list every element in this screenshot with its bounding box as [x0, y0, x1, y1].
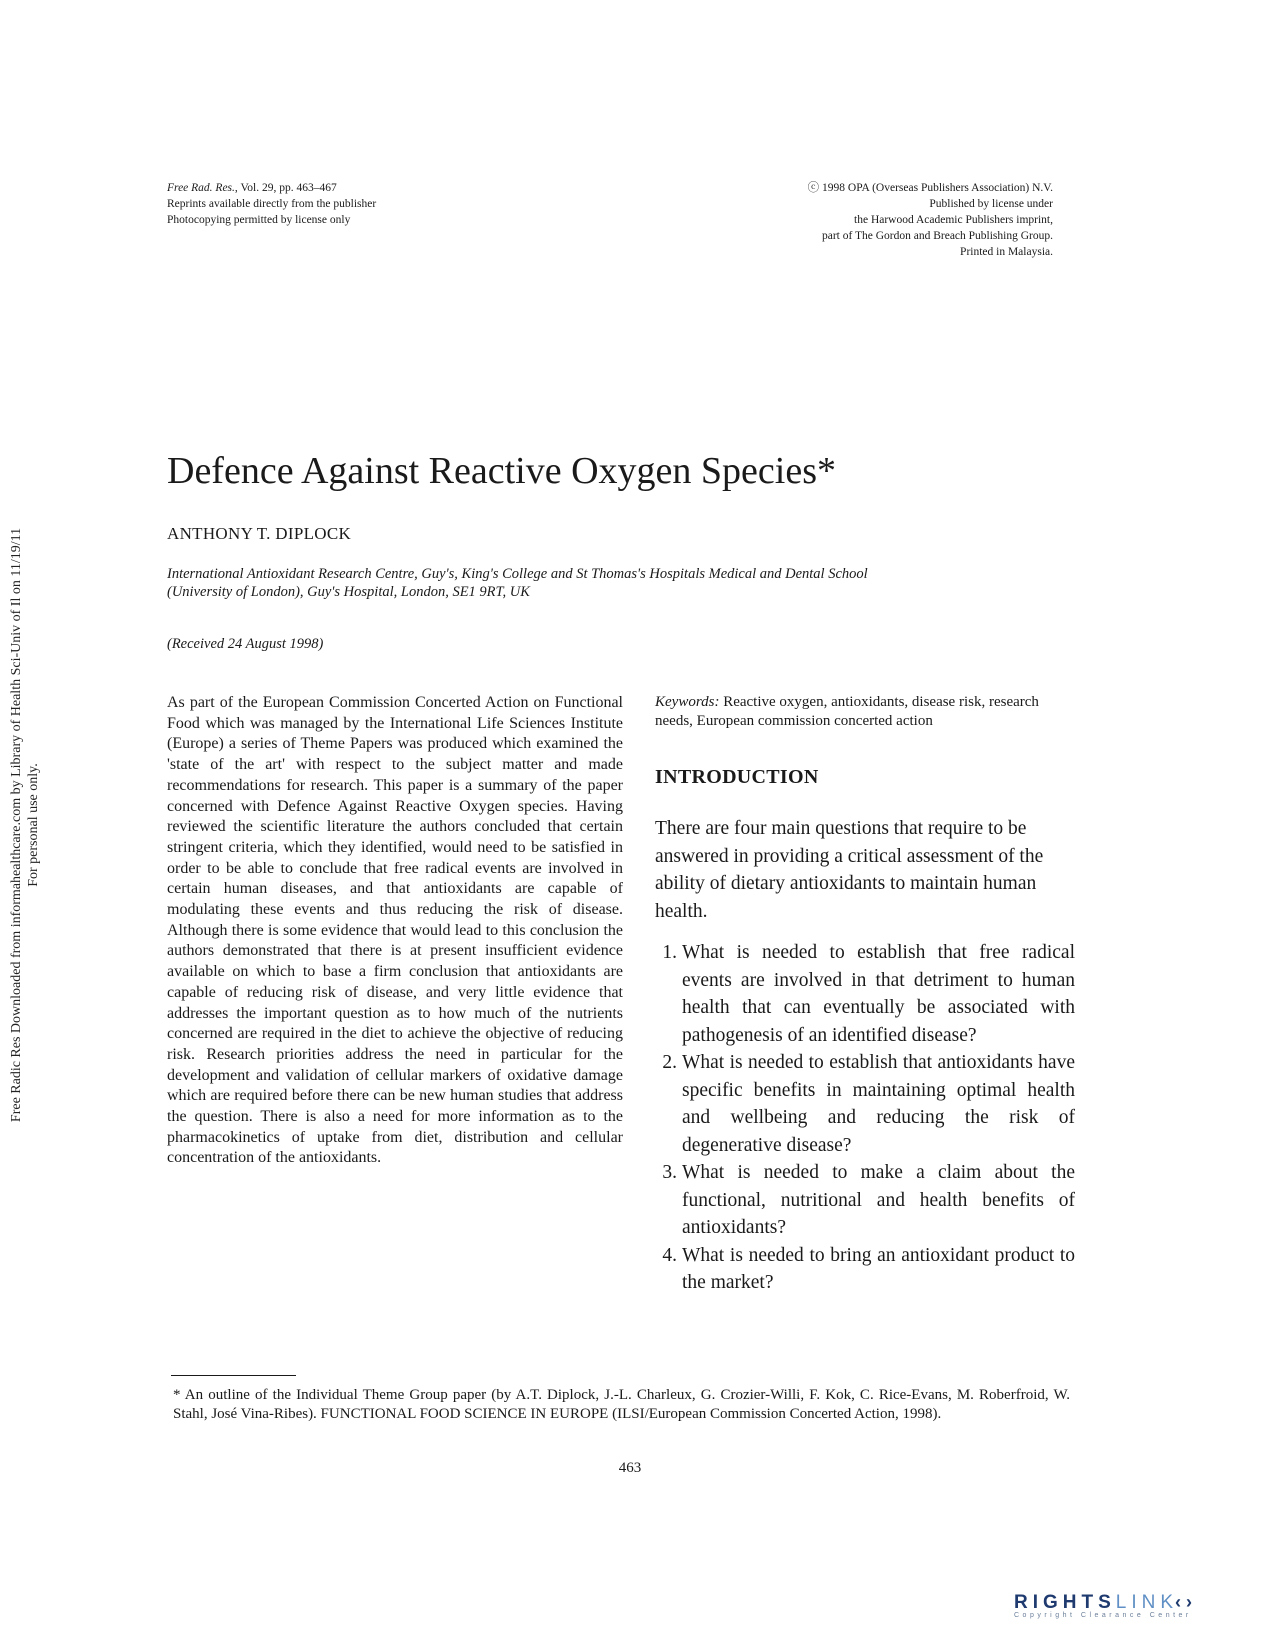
list-text: What is needed to make a claim about the functional, nutritional and health benefits of antioxidants?: [682, 1162, 1075, 1238]
journal-info: [167, 180, 376, 228]
logo-word-light: LINK: [1115, 1592, 1179, 1613]
footnote: * An outline of the Individual Theme Group paper (by A.T. Diplock, J.-L. Charleux, G. Crozier-Willi, F. Kok, C. Rice-Evans, M. Roberfroid, W. Stahl, José Vina-Ribes). FUNCTIONAL FOOD SCIENCE IN EUROPE (ILSI/European Commission Concerted Action, 1998).: [173, 1387, 1070, 1422]
section-heading: INTRODUCTION: [655, 766, 819, 788]
chevron-icon: ‹›: [1175, 1592, 1198, 1612]
list-item: [655, 1159, 1075, 1242]
intro-paragraph: There are four main questions that require to be answered in providing a critical assessment of the ability of dietary antioxidants to maintain human health.: [655, 818, 1044, 922]
footnote-divider: [171, 1375, 296, 1376]
list-item: [655, 1049, 1075, 1159]
list-text: What is needed to establish that free radical events are involved in that detriment to human health that can eventually be associated with pathogenesis of an identified disease?: [682, 942, 1075, 1046]
list-text: What is needed to establish that antioxidants have specific benefits in maintaining optimal health and wellbeing and reducing the risk of degenerative disease?: [682, 1052, 1075, 1156]
license-line: Published by license under: [929, 198, 1053, 210]
affiliation-line: International Antioxidant Research Centre, Guy's, King's College and St Thomas's Hospitals Medical and Dental School: [167, 566, 868, 582]
affiliation: [167, 565, 1057, 601]
list-number: 3.: [662, 1162, 677, 1183]
logo-wordmark: [1014, 1592, 1197, 1614]
author-name: ANTHONY T. DIPLOCK: [167, 524, 352, 543]
keywords-text: Reactive oxygen, antioxidants, disease risk, research needs, European commission concerted action: [655, 694, 1039, 729]
journal-volume: , Vol. 29, pp. 463–467: [234, 182, 337, 194]
copyright-line: ⓒ 1998 OPA (Overseas Publishers Association) N.V.: [807, 182, 1053, 194]
logo-word-dark: RIGHTS: [1014, 1592, 1116, 1613]
abstract: As part of the European Commission Concerted Action on Functional Food which was managed by the International Life Sciences Institute (Europe) a series of Theme Papers was produced which examined the 'state of the art' with respect to the subject matter and made recommendations for research. This paper is a summary of the paper concerned with Defence Against Reactive Oxygen species. Having reviewed the scientific literature the authors concluded that certain stringent criteria, which they identified, would need to be satisfied in order to be able to conclude that free radical events are involved in certain human diseases, and that antioxidants are capable of modulating these events and thus reducing the risk of disease. Although there is some evidence that would lead to this conclusion the authors demonstrated that there is at present insufficient evidence available on which to base a firm conclusion that antioxidants are capable of reducing risk of disease, and very little evidence that addresses the important question as to how much of the nutrients concerned are required in the diet to achieve the objective of reducing risk. Research priorities address the need in particular for the development and validation of cellular markers of oxidative damage which are required before there can be new human studies that address the question. There is also a need for more information as to the pharmacokinetics of uptake from diet, distribution and cellular concentration of the antioxidants.: [167, 694, 623, 1167]
affiliation-line: (University of London), Guy's Hospital, London, SE1 9RT, UK: [167, 584, 530, 600]
download-note: Free Radic Res Downloaded from informahealthcare.com by Library of Health Sci-Univ of Il on 11/19/11: [9, 527, 24, 1123]
imprint-line: the Harwood Academic Publishers imprint,: [854, 214, 1053, 226]
rightslink-logo: [1014, 1592, 1197, 1619]
journal-citation: [167, 180, 376, 196]
download-watermark: [8, 465, 42, 1185]
keywords: [655, 693, 1067, 730]
list-item: [655, 1242, 1075, 1297]
article-title: Defence Against Reactive Oxygen Species*: [167, 450, 836, 492]
list-number: 1.: [662, 942, 677, 963]
page-number: 463: [618, 1460, 642, 1476]
reprints-note: Reprints available directly from the publisher: [167, 198, 377, 210]
question-list: [655, 939, 1075, 1297]
logo-tagline: Copyright Clearance Center: [1014, 1612, 1192, 1619]
publisher-info: [808, 180, 1053, 260]
received-date: (Received 24 August 1998): [167, 636, 324, 652]
list-item: [655, 939, 1075, 1049]
keywords-label: Keywords:: [655, 694, 720, 710]
group-line: part of The Gordon and Breach Publishing Group.: [821, 230, 1053, 242]
list-text: What is needed to bring an antioxidant product to the market?: [682, 1244, 1075, 1293]
personal-use-note: For personal use only.: [26, 763, 41, 887]
list-number: 4.: [662, 1244, 677, 1266]
printed-line: Printed in Malaysia.: [960, 246, 1053, 258]
list-number: 2.: [662, 1052, 677, 1073]
photocopy-note: Photocopying permitted by license only: [167, 214, 351, 226]
journal-name: Free Rad. Res.: [167, 182, 235, 194]
